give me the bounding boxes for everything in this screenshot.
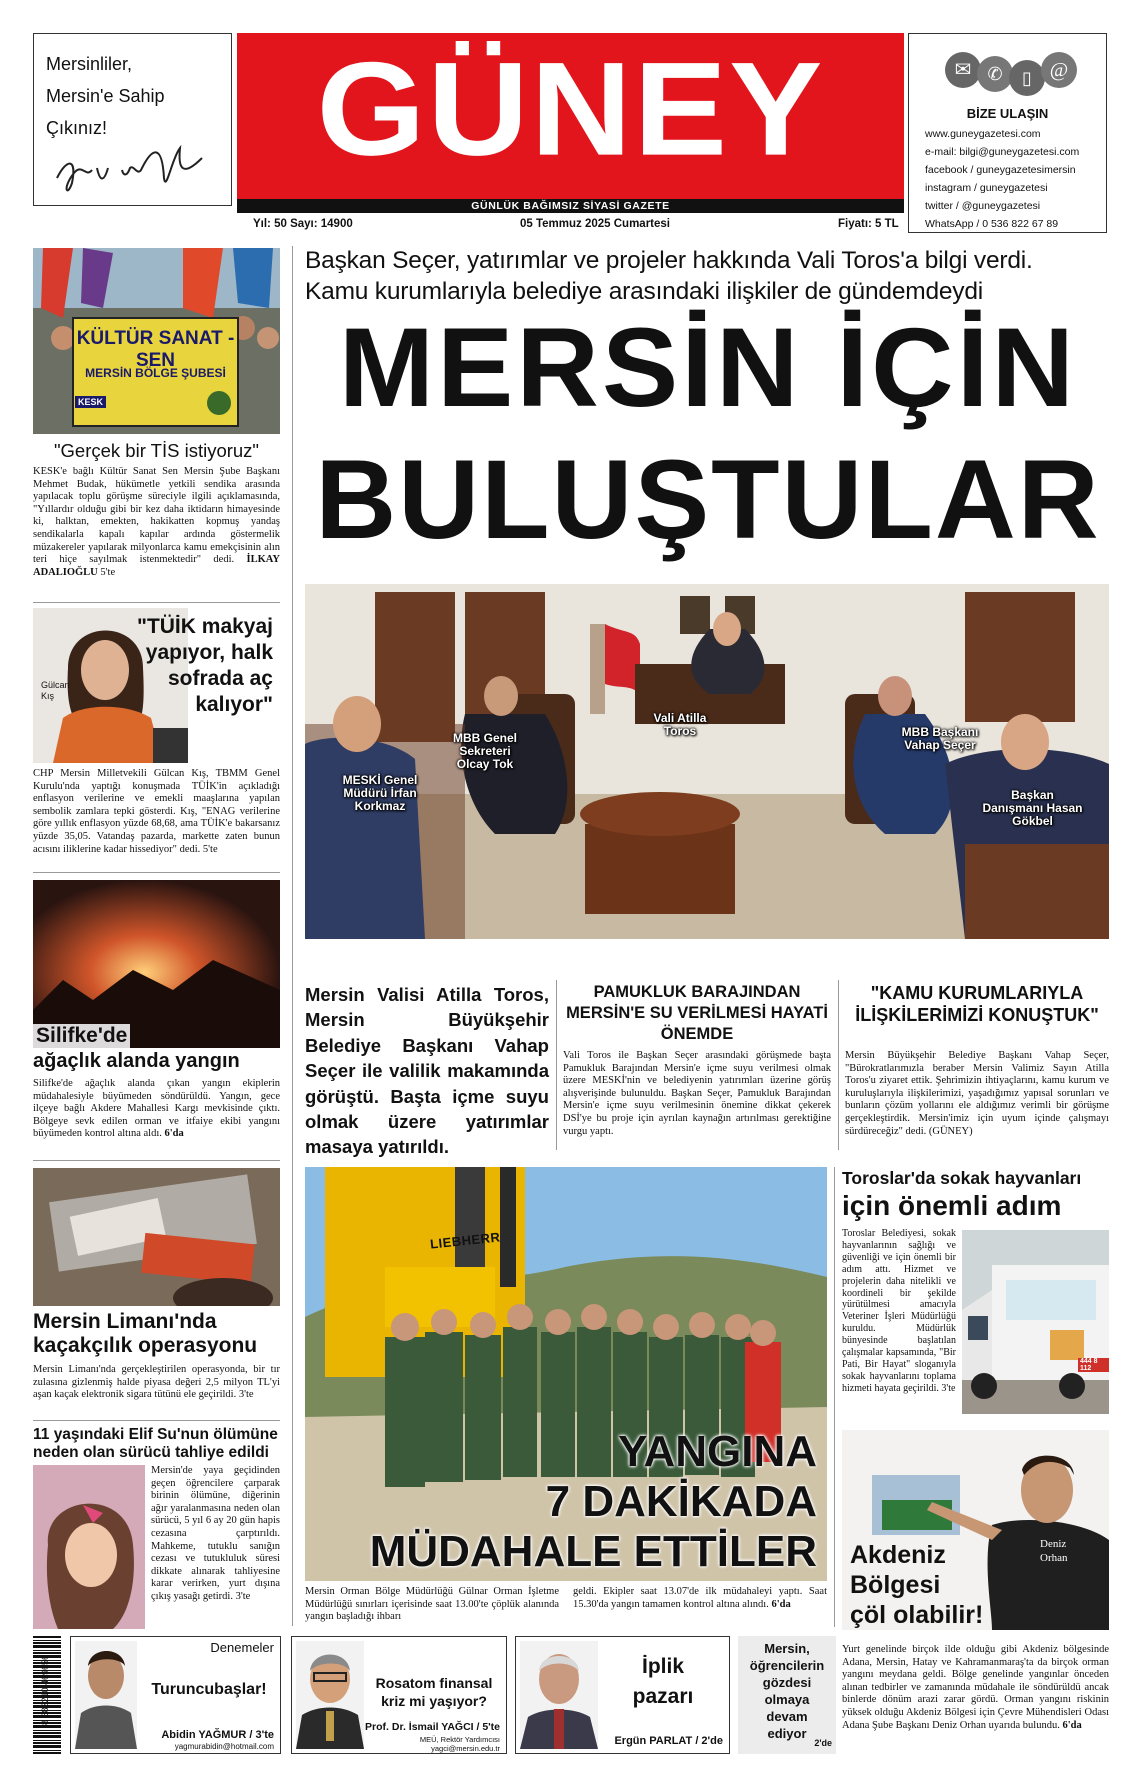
kesk-logo: KESK [75,396,106,408]
elif-body: Mersin'de yaya geçidinden geçen öğrencilere çarparak birinin ölümüne, diğerinin ağır yaralanmasına neden olan sürücü, 5 yıl 6 ay 20 gün hapis cezasına çarptırıldı. Mahkeme, tutuklu sanığın cezası ve tutukluluk süresi dikkate alınarak tahliyesine karar verirken, yurt dışına çıkış yasağı getirdi. 3'te [151,1465,280,1602]
caption-meski: MESKİ Genel Müdürü İrfan Korkmaz [342,773,418,813]
toroslar-headline-1: Toroslar'da sokak hayvanları [842,1168,1082,1188]
column-card-2[interactable] [291,1636,507,1754]
column1-label: Denemeler [210,1640,274,1655]
port-body: Mersin Limanı'nda gerçekleştirilen operasyonda, bir tır zulasına gizlenmiş halde piyasa değeri 2,5 milyon TL'yi aşan kaçak elektronik sigara tütünü ele geçirildi. 3'te [33,1364,280,1401]
col2-body: Vali Toros ile Başkan Seçer arasındaki görüşmede başta Pamukluk Barajından Mersin'e içme suyu verilmesi olmak üzere MESKİ'nin ve belediyenin yatırımları üzerine görüş alışverişinde bulunuldu. Başkan Seçer, Pamukluk Barajından Mersin'e içme suyu verilmesinin önemine dikkat çekerek DSİ'ye bu proje için ayrılan kaynağın artırılması gerektiğine vurgu yaptı. [563,1050,831,1137]
akdeniz-body-text: Yurt genelinde birçok ilde olduğu gibi Akdeniz bölgesinde Adana, Mersin, Hatay ve Kahramanmaraş'ta da birçok orman yangını meydana geldi. Bölge genelinde yangınlar önceden alınan tedbirler ve zamanında müdahale ile söndürüldü ancak binlerde dönüm arazi zarar gördü. Orman yangını riskinin yüksek olduğu Akdeniz Bölgesi için Çevre Mühendisleri Odası Adana Şube Başkanı Deniz Orhan uyarıda bulundu. [842,1644,1109,1731]
issue-date: 05 Temmuz 2025 Cumartesi [520,218,670,230]
fire-headline-3: MÜDAHALE ETTİLER [369,1527,817,1576]
main-headline-2: BULUŞTULAR [315,437,1101,562]
rule-1 [33,602,280,603]
kesk-body-text: KESK'e bağlı Kültür Sanat Sen Mersin Şube Başkanı Mehmet Budak, hükümetle yetkili sendika arasında yapılacak toplu görüşme süreciyle ilgili açıklamasında, "Yıllardır olduğu gibi bir kez daha iktidarın himayesinde ki, halktan, emekten, hakikatten kopmuş yandaş sendikalarla kapalı kapılar ardında göstermelik müzakereler yapılarak milyonlarca kamu emekçisinin alın teri hiçe sayılmak istenmektedir" dedi. [33,466,280,566]
kesk-author: İLKAY ADALIOĞLU [33,554,281,578]
silifke-page-ref: 6'da [164,1128,184,1140]
column1-title: Turuncubaşlar! [151,1681,267,1698]
issue-price: Fiyatı: 5 TL [838,218,899,230]
slogan-line-1: Mersinliler, [46,54,133,74]
animal-van-photo [962,1230,1109,1414]
column-card-4[interactable] [738,1636,836,1754]
student-line-4: olmaya [764,1692,810,1707]
contact-box [908,33,1107,233]
kesk-headline: "Gerçek bir TİS istiyoruz" [53,440,260,461]
phone-icon: ✆ [977,56,1013,92]
student-line-3: gözdesi [762,1675,812,1690]
slogan-box [33,33,232,206]
elif-headline: 11 yaşındaki Elif Su'nun ölümüne neden olan sürücü tahliye edildi [33,1426,278,1461]
column2-author: Prof. Dr. İsmail YAĞCI / 5'te [365,1721,500,1733]
contact-line-web[interactable]: www.guneygazetesi.com [925,128,1041,140]
caption-vali: Vali Atilla Toros [653,711,707,738]
student-line-1: Mersin, [764,1641,810,1656]
deniz-orhan-label-2: Orhan [1040,1552,1068,1564]
rule-4 [33,1420,280,1421]
deniz-orhan-label-1: Deniz [1040,1538,1067,1550]
contact-line-whatsapp[interactable]: WhatsApp / 0 536 822 67 89 [925,218,1059,230]
silifke-body-text: Silifke'de ağaçlık alanda çıkan yangın ekiplerin müdahalesiyle büyümeden söndürüldü. Yangın, gece ilçeye bağlı Akdere Mahallesi Kargı mevkisinde çıktı. Bölgeye sevk edilen orman ve itfaiye ekibi yangını büyümeden kontrol altına aldı. [33,1078,280,1140]
silifke-fire-photo [33,880,280,1048]
toroslar-body: Toroslar Belediyesi, sokak hayvanlarının sağlığı ve güvenliği ve için önemli bir adım attı. Hizmet ve projelerin daha nitelikli ve koordineli bir şekilde yürütülmesi amacıyla Veteriner İşleri Müdürlüğü kuruldu. Müdürlük bünyesinde başlatılan çalışmalar kapsamında, "Bir Pati, Bir Hayat" sloganıyla sokak hayvanlarını toplama hizmeti hayata geçirildi. 3'te [842,1228,956,1394]
student-line-6: ediyor [767,1726,807,1741]
column-card-1[interactable] [70,1636,281,1754]
at-icon: @ [1041,52,1077,88]
col2-headline: PAMUKLUK BARAJINDAN MERSİN'E SU VERİLMESİ HAYATİ ÖNEMDE [566,983,828,1043]
kesk-banner-line-2: MERSİN BÖLGE ŞUBESİ [85,366,226,380]
slogan-line-2: Mersin'e Sahip [46,86,165,106]
main-headline-1: MERSİN İÇİN [338,305,1078,430]
contact-line-twitter[interactable]: twitter / @guneygazetesi [925,200,1041,212]
column2-email[interactable]: yagci@mersin.edu.tr [431,1744,500,1753]
column2-title-2: kriz mi yaşıyor? [381,1693,487,1709]
firefighters-photo [305,1167,827,1581]
van-phone: 444 8 112 [1078,1358,1109,1372]
ismail-yagci-portrait [296,1641,364,1749]
main-col-rule-2 [838,980,839,1150]
tuik-body: CHP Mersin Milletvekili Gülcan Kış, TBMM Genel Kurulu'nda yaptığı konuşmada TÜİK'in açıkladığı enflasyon verilerine ve emekli maaşlarına yapılan sembolik zamlara tepki gösterdi. Kış, "ENAG verilerine göre yıllık enflasyon yüzde 68,68, ama TÜİK'e bakarsanız yüzde 35,05. Vatandaş pazarda, markette zaten bunun acısını iliklerine kadar hissediyor" dedi. 5'te [33,768,280,855]
column2-role: MEÜ, Rektör Yardımcısı [419,1735,500,1744]
gulcan-kis-label: Gülcan Kış [41,680,70,701]
kesk-protest-photo [33,248,280,434]
column2-title-1: Rosatom finansal [375,1675,493,1691]
akdeniz-headline-1: Akdeniz [850,1541,946,1569]
silifke-body [33,1078,280,1141]
main-deck-2: Kamu kurumlarıyla belediye arasındaki ilişkiler de gündemdeydi [305,278,984,305]
student-page-ref: 2'de [814,1738,832,1748]
elif-su-photo [33,1465,145,1629]
port-headline: Mersin Limanı'nda kaçakçılık operasyonu [33,1310,258,1357]
caption-advisor: Başkan Danışmanı Hasan Gökbel [982,788,1083,828]
envelope-icon: ✉ [945,52,981,88]
mobile-icon: ▯ [1009,60,1045,96]
port-smuggling-photo [33,1168,280,1306]
logo-block [237,33,904,199]
contact-title: BİZE ULAŞIN [966,106,1049,121]
akdeniz-headline-3: çöl olabilir! [850,1601,984,1629]
tagline: GÜNLÜK BAĞIMSIZ SİYASİ GAZETE [471,200,670,212]
rule-2 [33,872,280,873]
akdeniz-page-ref: 6'da [1062,1719,1082,1731]
silifke-headline-2: ağaçlık alanda yangın [33,1050,240,1072]
kesk-banner-line-1: KÜLTÜR SANAT - SEN [76,328,235,371]
akdeniz-headline-2: Bölgesi [850,1571,941,1599]
column1-author: Abidin YAĞMUR / 3'te [161,1729,274,1741]
column3-title-2: pazarı [632,1685,694,1708]
barcode-number: 8 683210 469656 [40,1654,50,1726]
contact-icons [945,52,1075,90]
fire-body-b-text: geldi. Ekipler saat 13.07'de ilk müdahaleyi yaptı. Saat 15.30'da yangın tamamen kontrol altına alındı. [573,1586,827,1610]
student-line-5: devam [766,1709,808,1724]
main-lead: Mersin Valisi Atilla Toros, Mersin Büyükşehir Belediye Başkanı Vahap Seçer ile valilik makamında görüştü. Başta içme suyu olmak üzere yatırımlar masaya yatırıldı. [305,984,549,1158]
logo-text: GÜNEY [316,33,825,184]
left-column-rule [292,246,293,1626]
silifke-headline-1: Silifke'de [33,1024,130,1048]
meeting-photo [305,584,1109,939]
main-deck-1: Başkan Seçer, yatırımlar ve projeler hakkında Vali Toros'a bilgi verdi. [305,247,1033,274]
ergun-parlat-portrait [520,1641,598,1749]
kesk-page-ref: 5'te [100,566,116,578]
student-line-2: öğrencilerin [749,1658,825,1673]
col3-headline: "KAMU KURUMLARIYLA İLİŞKİLERİMİZİ KONUŞTUK" [855,983,1099,1025]
slogan-line-3: Çıkınız! [46,118,108,138]
fire-headline-2: 7 DAKİKADA [545,1477,817,1526]
main-col-rule-1 [556,980,557,1150]
liebherr-label: LIEBHERR [429,1229,502,1252]
fire-headline-1: YANGINA [618,1427,817,1476]
fire-body-a: Mersin Orman Bölge Müdürlüğü Gülnar Orman İşletme Müdürlüğü sınırları içerisinde saat 13.00'te çöplük alanında yangın başladığı ihbarı [305,1586,559,1623]
contact-line-instagram[interactable]: instagram / guneygazetesi [925,182,1048,194]
tuik-headline: "TÜİK makyaj yapıyor, halk sofrada aç kalıyor" [136,615,273,716]
col3-body: Mersin Büyükşehir Belediye Başkanı Vahap Seçer, "Bürokratlarımızla beraber Mersin Valimiz Sayın Atilla Toros'u ziyaret ettik. Şehrimizin ihtiyaçlarını, kamu kurum ve kuruluşlarıyla ilişkilerimizi, yaşadığımız yapısal sorunları ve bunların çözüm yollarını ele aldığımız verimli bir görüşme gerçekleştirdik. Mersin'imiz için uyum içinde çalışmayı sürdüreceğiz" dedi. (GÜNEY) [845,1050,1109,1137]
tagline-strip [237,199,904,213]
caption-mbb-president: MBB Başkanı Vahap Seçer [901,725,979,752]
deniz-orhan-photo [842,1430,1109,1630]
fire-page-ref: 6'da [771,1598,791,1610]
fire-body-b [573,1586,827,1611]
right-col-rule [834,1167,835,1627]
kesk-body [33,466,280,579]
signature [52,138,212,200]
akdeniz-body [842,1644,1109,1732]
contact-line-email[interactable]: e-mail: bilgi@guneygazetesi.com [925,146,1080,158]
column3-author: Ergün PARLAT / 2'de [614,1735,723,1747]
abidin-yagmur-portrait [75,1641,137,1749]
column-card-3[interactable] [515,1636,730,1754]
issue-info: Yıl: 50 Sayı: 14900 [253,218,353,230]
contact-line-facebook[interactable]: facebook / guneygazetesimersin [925,164,1076,176]
caption-mbb-secretary: MBB Genel Sekreteri Olcay Tok [452,731,517,771]
toroslar-headline-2: için önemli adım [842,1190,1062,1221]
rule-3 [33,1160,280,1161]
column3-title-1: İplik [641,1655,684,1678]
column1-email[interactable]: yagmurabidin@hotmail.com [174,1742,274,1751]
